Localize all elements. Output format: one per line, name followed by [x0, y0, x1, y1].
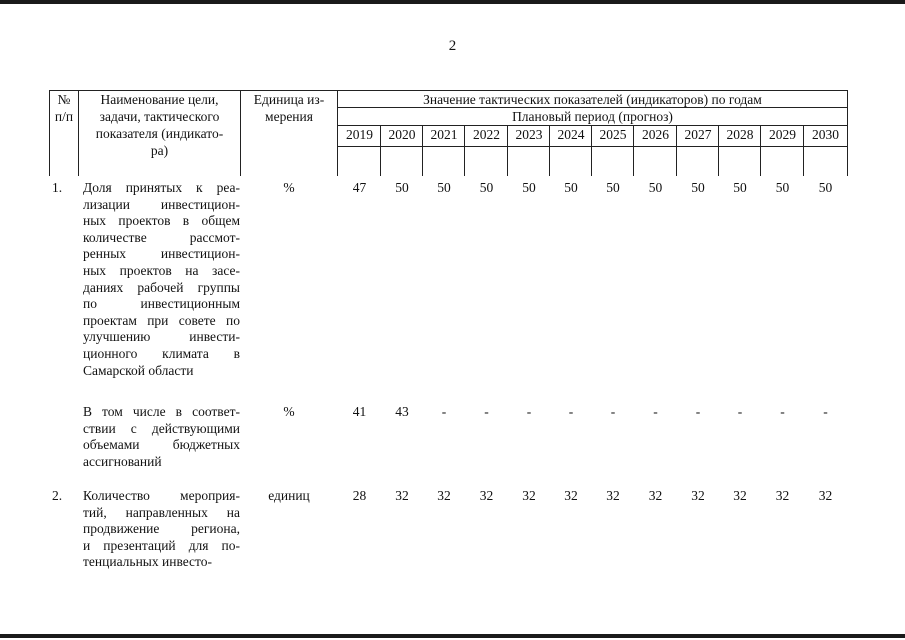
indicator-name-line: по инвестиционным [83, 296, 240, 312]
header-num-line-1: № [57, 92, 71, 107]
row-number: 2. [52, 488, 63, 503]
indicator-value-2022: 32 [479, 488, 494, 503]
indicator-value-2020: 32 [395, 488, 409, 503]
header-year-2021: 2021 [430, 127, 458, 142]
page-number: 2 [448, 38, 457, 54]
indicator-value-2028: 32 [733, 488, 747, 503]
indicator-value-2025: - [610, 404, 616, 419]
indicator-value-2021: 32 [437, 488, 451, 503]
indicator-value-2022: - [484, 404, 489, 419]
unit-of-measure: единиц [268, 488, 310, 503]
row-number: 1. [52, 180, 63, 195]
header-year-2024: 2024 [557, 127, 585, 142]
indicator-value-2027: 32 [691, 488, 705, 503]
indicator-value-2019: 41 [352, 404, 367, 419]
header-year-2026: 2026 [642, 127, 669, 142]
header-year-2027: 2027 [684, 127, 712, 142]
indicator-name-line: ренных инвестицион- [83, 246, 240, 262]
indicator-value-2021: 50 [437, 180, 451, 195]
indicator-name-line: ционного климата в [83, 346, 240, 361]
header-name-line-4: ра) [150, 143, 169, 158]
top-border-rule [0, 0, 905, 4]
unit-of-measure: % [283, 180, 295, 195]
header-year-2028: 2028 [726, 127, 754, 142]
indicator-value-2023: 32 [522, 488, 536, 503]
header-name-line-2: задачи, тактического [99, 109, 220, 124]
indicator-value-2023: 50 [522, 180, 536, 195]
indicator-value-2020: 50 [395, 180, 409, 195]
header-year-2023: 2023 [515, 127, 543, 142]
indicator-name-line: тенциальных инвесто- [83, 554, 213, 570]
indicator-value-2023: - [526, 404, 532, 419]
indicator-name-line: объемами бюджетных [83, 437, 240, 453]
indicator-value-2020: 43 [395, 404, 409, 419]
indicator-value-2030: 50 [818, 180, 833, 195]
unit-of-measure: % [283, 404, 295, 419]
indicator-value-2029: 50 [775, 180, 790, 195]
bottom-border-rule [0, 634, 905, 638]
header-num-line-2: п/п [54, 109, 74, 124]
indicator-name-line: даниях рабочей группы [83, 279, 240, 295]
indicator-value-2029: 32 [775, 488, 790, 503]
indicator-value-2028: - [737, 404, 743, 419]
indicator-value-2024: - [568, 404, 574, 419]
indicator-name-line: ных проектов в общем [83, 213, 240, 229]
header-year-2029: 2029 [769, 127, 796, 142]
indicator-value-2026: 32 [648, 488, 663, 503]
indicator-value-2029: - [780, 404, 785, 419]
header-unit-line-2: мерения [265, 109, 313, 124]
indicator-name-line: Самарской области [83, 362, 194, 378]
indicator-name-line: проектам при совете по [83, 312, 240, 328]
indicator-value-2027: - [695, 404, 701, 419]
indicator-name-line: Количество мероприя- [83, 488, 240, 503]
header-year-2022: 2022 [473, 127, 500, 142]
header-year-2030: 2030 [812, 127, 839, 142]
indicator-value-2030: - [823, 404, 828, 419]
header-name-line-3: показателя (индикато- [95, 126, 224, 141]
indicator-name-line: ных проектов на засе- [83, 263, 240, 278]
indicator-value-2027: 50 [691, 180, 705, 195]
indicator-value-2025: 50 [606, 180, 620, 195]
indicator-value-2025: 32 [606, 488, 620, 503]
indicator-name-line: продвижение региона, [83, 521, 240, 537]
header-name-line-1: Наименование цели, [100, 92, 219, 107]
indicator-name-line: улучшению инвести- [83, 329, 240, 345]
indicator-value-2019: 28 [352, 488, 367, 503]
indicator-value-2024: 50 [564, 180, 578, 195]
indicator-name-line: тий, направленных на [83, 504, 240, 520]
header-planning-period: Плановый период (прогноз) [512, 109, 673, 124]
indicator-name-line: ассигнований [83, 453, 162, 469]
header-unit-line-1: Единица из- [253, 92, 325, 107]
indicator-name-line: лизации инвестицион- [83, 196, 240, 212]
indicator-name-line: В том числе в соответ- [83, 404, 240, 419]
indicator-value-2019: 47 [352, 180, 367, 195]
indicator-value-2024: 32 [564, 488, 578, 503]
indicator-value-2028: 50 [733, 180, 747, 195]
indicator-name-line: и презентаций для по- [83, 537, 240, 553]
indicator-name-line: количестве рассмот- [83, 229, 240, 245]
indicator-name-line: Доля принятых к реа- [83, 180, 240, 195]
header-values-title: Значение тактических показателей (индикаторов) по годам [423, 92, 762, 107]
indicator-value-2030: 32 [818, 488, 833, 503]
header-year-2019: 2019 [346, 127, 373, 142]
indicator-value-2021: - [441, 404, 447, 419]
indicator-value-2026: 50 [648, 180, 663, 195]
header-year-2020: 2020 [388, 127, 416, 142]
indicator-value-2022: 50 [479, 180, 494, 195]
indicator-value-2026: - [653, 404, 658, 419]
indicator-name-line: ствии с действующими [83, 420, 240, 436]
header-year-2025: 2025 [599, 127, 627, 142]
